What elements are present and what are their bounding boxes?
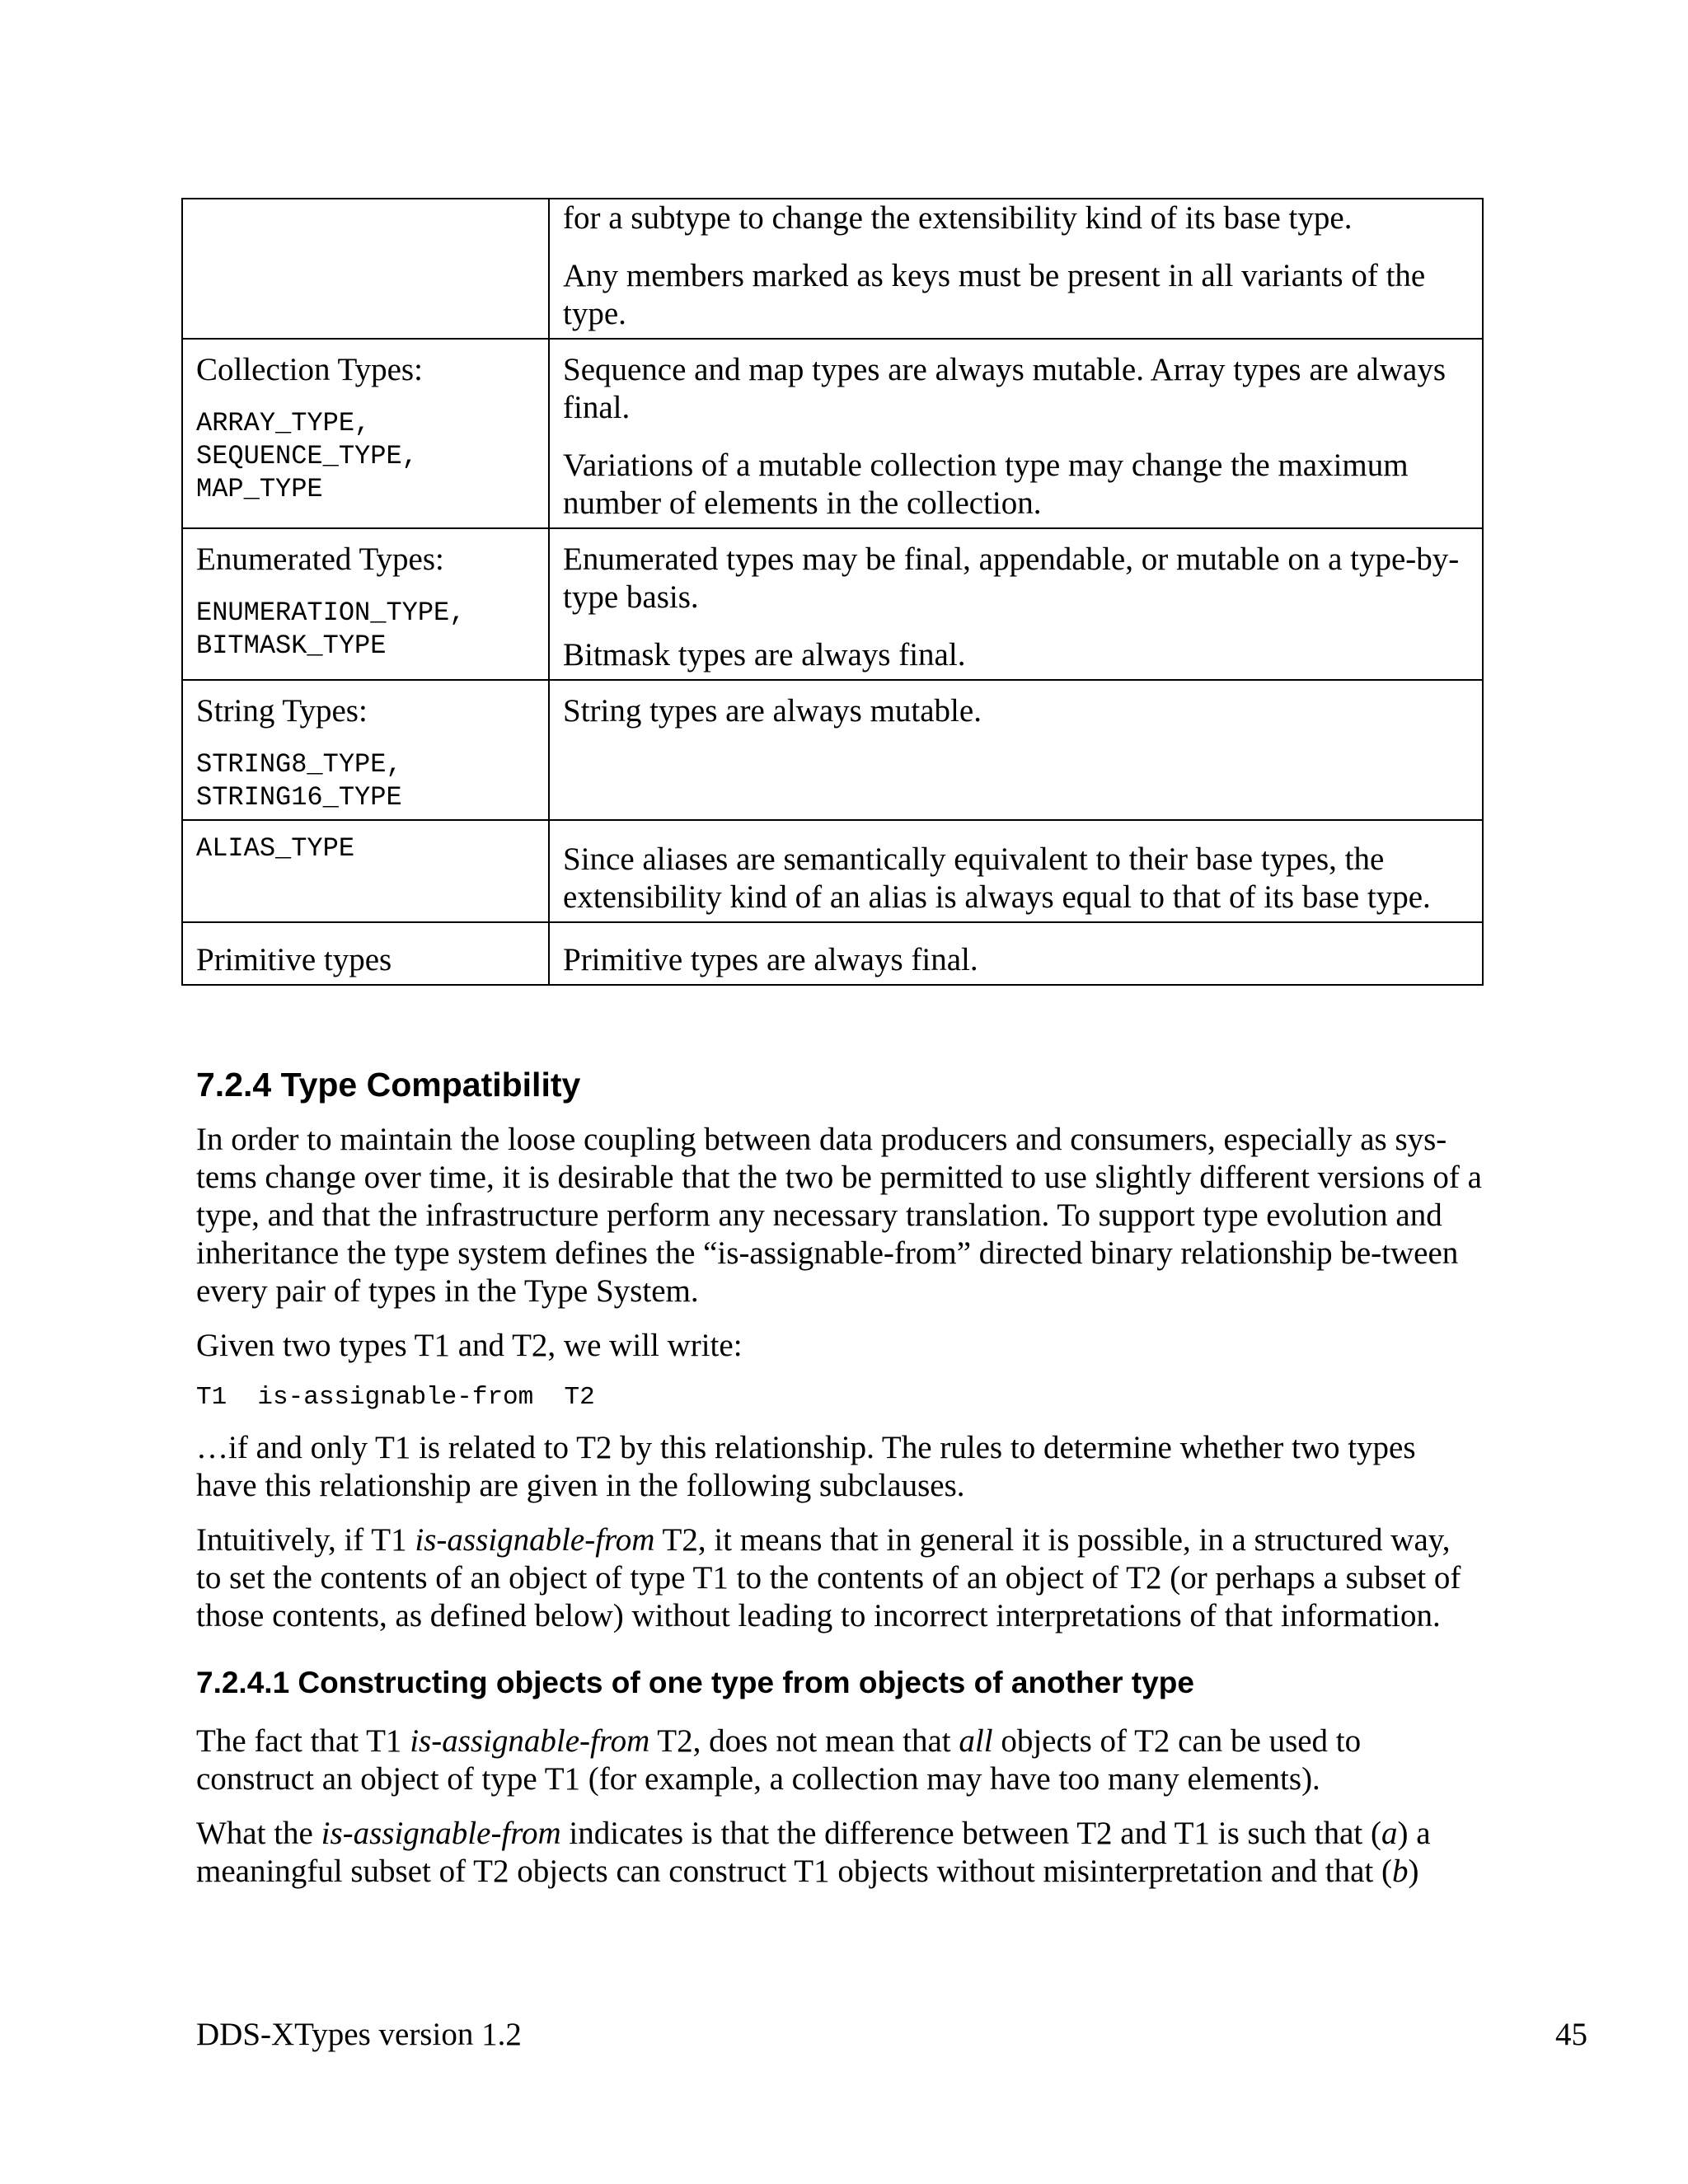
paragraph [196, 1722, 1482, 1798]
text-run: T2, it means that in general it is possible, in a structured way, to set the contents of an object of type T1 to the contents of an object of T2 (or perhaps a subset of those contents, as defined below) without leading to incorrect interpretations of that information. [196, 1522, 1461, 1633]
emphasis-text: a [1381, 1816, 1398, 1851]
table-row [182, 680, 1483, 820]
emphasis-text: b [1391, 1854, 1409, 1889]
cell-code: STRING16_TYPE [196, 782, 402, 813]
cell-code: SEQUENCE_TYPE, [196, 441, 418, 471]
text-run: ) [1408, 1854, 1419, 1889]
cell-code: BITMASK_TYPE [196, 630, 387, 661]
cell-text: Primitive types are always final. [563, 942, 978, 977]
table-cell-right [549, 820, 1483, 922]
body-content [196, 1063, 1482, 1907]
table-cell-left [182, 922, 549, 985]
cell-title: Collection Types: [196, 352, 423, 387]
emphasis-text: all [959, 1723, 993, 1759]
table-cell-left [182, 528, 549, 680]
cell-text: Bitmask types are always final. [563, 637, 966, 673]
text-run: indicates is that the difference between T2 and T1 is such that ( [560, 1816, 1381, 1851]
text-run: Intuitively, if T1 [196, 1522, 415, 1558]
paragraph: …if and only T1 is related to T2 by this relationship. The rules to determine whether two types have this relationship are given in the following subclauses. [196, 1430, 1416, 1503]
emphasis-text: is-assignable-from [321, 1816, 561, 1851]
cell-text: Since aliases are semantically equivalent to their base types, the extensibility kind of an alias is always equal to that of its base type. [563, 841, 1431, 915]
emphasis-text: is-assignable-from [415, 1522, 655, 1558]
cell-text: Any members marked as keys must be present in all variants of the type. [563, 258, 1426, 331]
code-snippet: T1 is-assignable-from T2 [196, 1383, 595, 1412]
cell-title: Primitive types [196, 942, 392, 977]
table-cell-left [182, 820, 549, 922]
table-row [182, 922, 1483, 985]
cell-title: String Types: [196, 693, 368, 729]
table-cell-right [549, 339, 1483, 528]
paragraph [196, 1815, 1482, 1891]
section-heading: 7.2.4 Type Compatibility [196, 1066, 581, 1104]
text-run: What the [196, 1816, 321, 1851]
table-row [182, 528, 1483, 680]
paragraph: In order to maintain the loose coupling between data producers and consumers, especially as sys-tems change over time, it is desirable that the two be permitted to use slightly different versions of a type, and that the infrastructure perform any necessary translation. To support type evolution and inheritance the type system defines the “is-assignable-from” directed binary relationship be-tween every pair of types in the Type System. [196, 1122, 1482, 1309]
cell-text: Enumerated types may be final, appendable, or mutable on a type-by-type basis. [563, 541, 1460, 615]
cell-code: ARRAY_TYPE, [196, 408, 371, 438]
table-row [182, 820, 1483, 922]
subsection-heading: 7.2.4.1 Constructing objects of one type from objects of another type [196, 1666, 1194, 1699]
table-cell-right [549, 922, 1483, 985]
cell-text: for a subtype to change the extensibility kind of its base type. [563, 200, 1353, 236]
cell-text: Variations of a mutable collection type may change the maximum number of elements in the collection. [563, 448, 1409, 521]
table-cell-left [182, 680, 549, 820]
extensibility-table [181, 198, 1484, 986]
text-run: objects of T2 can be used to construct an object of type T1 (for example, a collection may have too many elements). [196, 1723, 1362, 1797]
text-run: ) a meaningful subset of T2 objects can construct T1 objects without misinterpretation and that ( [196, 1816, 1431, 1889]
footer-page-number: 45 [1555, 2017, 1587, 2052]
paragraph: Given two types T1 and T2, we will write: [196, 1328, 743, 1363]
emphasis-text: is-assignable-from [410, 1723, 650, 1759]
table-row [182, 199, 1483, 339]
cell-code: MAP_TYPE [196, 474, 323, 504]
table-cell-right [549, 199, 1483, 339]
table-cell-right [549, 680, 1483, 820]
cell-code: ALIAS_TYPE [196, 833, 355, 864]
table-cell-left [182, 199, 549, 339]
text-run: T2, does not mean that [649, 1723, 959, 1759]
cell-text: Sequence and map types are always mutable. Array types are always final. [563, 352, 1447, 425]
table-cell-left [182, 339, 549, 528]
cell-text: String types are always mutable. [563, 693, 982, 729]
paragraph [196, 1521, 1482, 1635]
text-run: The fact that T1 [196, 1723, 410, 1759]
cell-code: ENUMERATION_TYPE, [196, 598, 466, 628]
table-row [182, 339, 1483, 528]
cell-code: STRING8_TYPE, [196, 749, 402, 780]
cell-title: Enumerated Types: [196, 541, 444, 577]
footer-doc-title: DDS-XTypes version 1.2 [196, 2017, 522, 2052]
table-cell-right [549, 528, 1483, 680]
